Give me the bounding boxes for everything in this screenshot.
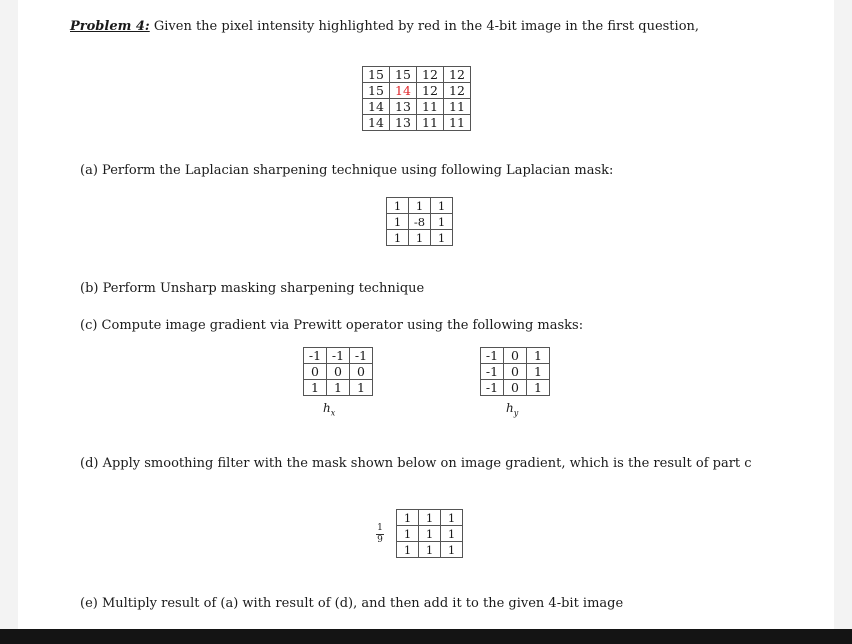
bottom-edge-bar <box>0 629 852 644</box>
highlighted-pixel-cell: 14 <box>390 83 417 99</box>
image-matrix-cell: 13 <box>390 115 417 131</box>
prewitt-hy-cell: 0 <box>504 348 527 364</box>
smoothing-mask-row <box>397 526 463 542</box>
prewitt-hy-cell: -1 <box>481 364 504 380</box>
laplacian-mask-cell: 1 <box>409 198 431 214</box>
prewitt-hx-mask <box>303 347 373 396</box>
smoothing-fraction <box>376 524 384 545</box>
prewitt-hy-cell: 1 <box>527 380 550 396</box>
prewitt-hx-label <box>323 401 335 417</box>
laplacian-mask-cell: 1 <box>431 214 453 230</box>
prewitt-hx-cell: 0 <box>304 364 327 380</box>
smoothing-mask-cell: 1 <box>441 510 463 526</box>
image-matrix-row <box>363 99 471 115</box>
image-matrix-cell: 11 <box>444 115 471 131</box>
prewitt-hx-cell: 0 <box>350 364 373 380</box>
smoothing-mask-cell: 1 <box>441 526 463 542</box>
prewitt-hy-row <box>481 348 550 364</box>
prewitt-hx-cell: -1 <box>327 348 350 364</box>
smoothing-mask-cell: 1 <box>419 510 441 526</box>
part-e-text: (e) Multiply result of (a) with result of (d), and then add it to the given 4-bit image <box>80 596 624 611</box>
problem-statement <box>70 19 699 35</box>
smoothing-mask-cell: 1 <box>397 526 419 542</box>
image-matrix-cell: 12 <box>417 67 444 83</box>
smoothing-mask-cell: 1 <box>419 526 441 542</box>
part-a-text: (a) Perform the Laplacian sharpening technique using following Laplacian mask: <box>80 163 614 178</box>
laplacian-mask-row <box>387 198 453 214</box>
image-matrix-cell: 11 <box>444 99 471 115</box>
prewitt-hy-cell: 0 <box>504 380 527 396</box>
laplacian-mask-cell: 1 <box>387 198 409 214</box>
laplacian-mask <box>386 197 453 246</box>
fraction-denominator: 9 <box>377 535 383 545</box>
laplacian-mask-cell: 1 <box>431 198 453 214</box>
prewitt-hx-cell: 1 <box>327 380 350 396</box>
prewitt-hx-cell: 1 <box>304 380 327 396</box>
part-b-text: (b) Perform Unsharp masking sharpening technique <box>80 281 425 296</box>
image-matrix-cell: 15 <box>363 83 390 99</box>
image-matrix-cell: 15 <box>390 67 417 83</box>
prewitt-hx-row <box>304 380 373 396</box>
smoothing-mask-row <box>397 510 463 526</box>
prewitt-hy-label <box>506 401 518 417</box>
image-matrix-cell: 11 <box>417 115 444 131</box>
prewitt-hy-cell: 1 <box>527 364 550 380</box>
prewitt-hx-row <box>304 348 373 364</box>
image-matrix-row <box>363 67 471 83</box>
laplacian-mask-cell: 1 <box>431 230 453 246</box>
image-matrix-cell: 11 <box>417 99 444 115</box>
laplacian-mask-cell: 1 <box>409 230 431 246</box>
problem-label: Problem 4: <box>70 19 150 34</box>
prewitt-hx-cell: -1 <box>350 348 373 364</box>
image-matrix-cell: 15 <box>363 67 390 83</box>
image-matrix-cell: 12 <box>417 83 444 99</box>
prewitt-hy-cell: 0 <box>504 364 527 380</box>
laplacian-mask-row <box>387 214 453 230</box>
prewitt-hx-label-letter: h <box>323 401 331 415</box>
prewitt-hy-cell: -1 <box>481 348 504 364</box>
prewitt-hy-label-subscript: y <box>513 408 519 418</box>
image-matrix-row <box>363 115 471 131</box>
prewitt-hy-label-letter: h <box>506 401 514 415</box>
smoothing-mask-cell: 1 <box>397 510 419 526</box>
smoothing-mask-row <box>397 542 463 558</box>
prewitt-hx-row <box>304 364 373 380</box>
laplacian-mask-cell: 1 <box>387 230 409 246</box>
image-matrix-cell: 12 <box>444 83 471 99</box>
problem-text: Given the pixel intensity highlighted by red in the 4-bit image in the first question, <box>149 19 700 34</box>
part-d-text: (d) Apply smoothing filter with the mask shown below on image gradient, which is the result of part c <box>80 456 752 471</box>
fraction-numerator: 1 <box>377 523 383 533</box>
laplacian-mask-row <box>387 230 453 246</box>
prewitt-hy-cell: 1 <box>527 348 550 364</box>
prewitt-hx-cell: 0 <box>327 364 350 380</box>
image-matrix <box>362 66 471 131</box>
image-matrix-cell: 13 <box>390 99 417 115</box>
prewitt-hx-cell: -1 <box>304 348 327 364</box>
laplacian-mask-cell: -8 <box>409 214 431 230</box>
image-matrix-cell: 14 <box>363 99 390 115</box>
smoothing-mask-cell: 1 <box>441 542 463 558</box>
prewitt-hy-row <box>481 364 550 380</box>
image-matrix-cell: 12 <box>444 67 471 83</box>
document-page <box>18 0 834 629</box>
prewitt-hy-mask <box>480 347 550 396</box>
smoothing-mask-cell: 1 <box>397 542 419 558</box>
prewitt-hx-cell: 1 <box>350 380 373 396</box>
smoothing-mask-cell: 1 <box>419 542 441 558</box>
prewitt-hx-label-subscript: x <box>330 408 336 418</box>
prewitt-hy-row <box>481 380 550 396</box>
smoothing-mask <box>396 509 463 558</box>
prewitt-hy-cell: -1 <box>481 380 504 396</box>
image-matrix-cell: 14 <box>363 115 390 131</box>
image-matrix-row <box>363 83 471 99</box>
laplacian-mask-cell: 1 <box>387 214 409 230</box>
part-c-text: (c) Compute image gradient via Prewitt operator using the following masks: <box>80 318 584 333</box>
